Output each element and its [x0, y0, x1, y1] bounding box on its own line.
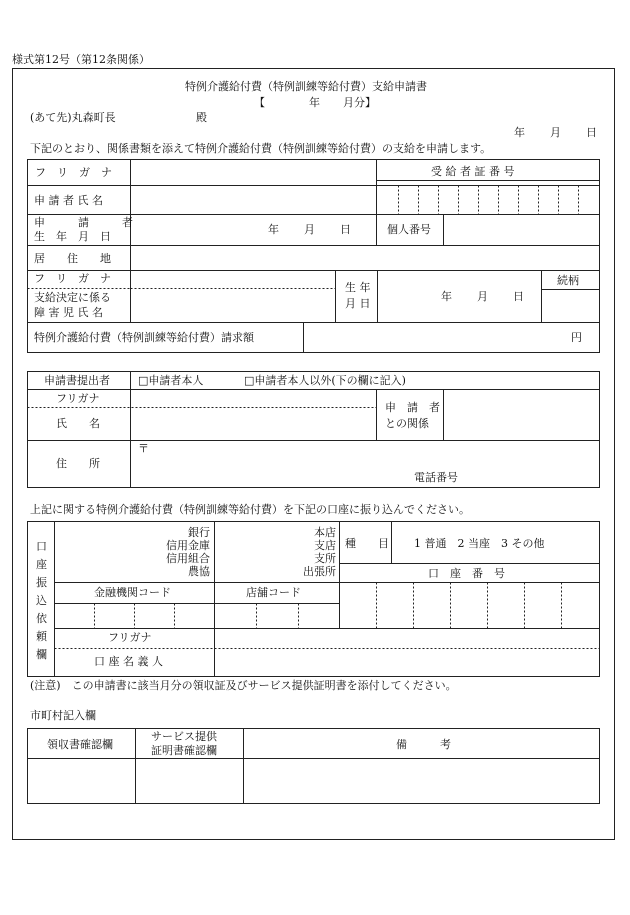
- relation-to-applicant-2: との関係: [385, 417, 429, 430]
- personal-number-label: 個人番号: [387, 223, 431, 236]
- submitter-option-other[interactable]: □申請者本人以外(下の欄に記入): [244, 374, 406, 387]
- birth-day: 日: [340, 223, 351, 236]
- child-furigana-label: フ リ ガ ナ: [34, 272, 111, 285]
- service-cert-label-1: サービス提供: [151, 730, 217, 743]
- intro-text: 下記のとおり、関係書類を添えて特例介護給付費（特例訓練等給付費）の支給を申請します。: [30, 142, 492, 155]
- month-year-label: 年: [309, 96, 320, 109]
- submitter-name-label: 氏 名: [56, 417, 100, 430]
- form-number: 様式第12号（第12条関係）: [12, 53, 150, 66]
- date-day: 日: [586, 126, 597, 139]
- relation-label: 続柄: [557, 274, 579, 287]
- child-birth-label-2: 月 日: [345, 297, 371, 310]
- recipient-cert-label: 受 給 者 証 番 号: [431, 165, 515, 178]
- bank-side-char-5: 依: [36, 612, 47, 625]
- month-bracket: 【: [254, 96, 265, 109]
- month-label: 月分】: [343, 96, 376, 109]
- account-holder-label: 口 座 名 義 人: [94, 655, 163, 668]
- account-kind-options[interactable]: 1 普通 2 当座 3 その他: [414, 537, 545, 550]
- branch-type-main: 本店: [314, 526, 336, 539]
- remarks-label: 備 考: [396, 738, 451, 751]
- postal-mark: 〒: [138, 442, 149, 455]
- yen-label: 円: [571, 331, 582, 344]
- child-name-label-1: 支給決定に係る: [34, 291, 111, 304]
- relation-to-applicant-1: 申 請 者: [385, 401, 440, 414]
- addressee: (あて先)丸森町長: [30, 111, 116, 124]
- submitter-option-self[interactable]: □申請者本人: [138, 374, 204, 387]
- child-birth-month: 月: [477, 290, 488, 303]
- address-label: 居 住 地: [34, 252, 111, 265]
- inst-type-shinkin: 信用金庫: [166, 539, 210, 552]
- submitter-label: 申請書提出者: [44, 374, 110, 387]
- inst-type-kumiai: 信用組合: [166, 552, 210, 565]
- birth-label-2: 生 年 月 日: [34, 230, 111, 243]
- applicant-name-label: 申 請 者 氏 名: [34, 194, 103, 207]
- bank-side-char-3: 振: [36, 576, 47, 589]
- birth-month: 月: [304, 223, 315, 236]
- birth-label-1: 申 請 者: [34, 216, 133, 229]
- holder-furigana-label: フリガナ: [108, 631, 152, 644]
- service-cert-label-2: 証明書確認欄: [151, 744, 217, 757]
- bank-side-char-7: 欄: [36, 648, 47, 661]
- bank-side-char-2: 座: [36, 558, 47, 571]
- bank-side-char-1: 口: [36, 540, 47, 553]
- claim-label: 特例介護給付費（特例訓練等給付費）請求額: [34, 331, 254, 344]
- furigana-label: フ リ ガ ナ: [35, 166, 112, 179]
- branch-code-label: 店舗コード: [246, 586, 301, 599]
- account-number-label: 口 座 番 号: [428, 567, 505, 580]
- inst-type-bank: 銀行: [188, 526, 210, 539]
- note-text: (注意) この申請書に該当月分の領収証及びサービス提供証明書を添付してください。: [30, 679, 457, 692]
- date-year: 年: [514, 126, 525, 139]
- inst-type-nokyo: 農協: [188, 565, 210, 578]
- submitter-furigana-label: フリガナ: [56, 392, 100, 405]
- date-month: 月: [550, 126, 561, 139]
- account-kind-label: 種 目: [345, 537, 389, 550]
- branch-type-office: 支所: [314, 552, 336, 565]
- receipt-check-label: 領収書確認欄: [47, 738, 113, 751]
- child-birth-day: 日: [513, 290, 524, 303]
- honorific: 殿: [196, 111, 207, 124]
- inst-code-label: 金融機関コード: [94, 586, 171, 599]
- birth-year: 年: [268, 223, 279, 236]
- bank-intro-text: 上記に関する特例介護給付費（特例訓練等給付費）を下記の口座に振り込んでください。: [30, 503, 470, 516]
- bank-side-char-6: 頼: [36, 630, 47, 643]
- branch-type-branch: 支店: [314, 539, 336, 552]
- child-birth-year: 年: [441, 290, 452, 303]
- branch-type-agency: 出張所: [303, 565, 336, 578]
- submitter-address-label: 住 所: [56, 457, 100, 470]
- child-birth-label-1: 生 年: [345, 281, 371, 294]
- municipal-heading: 市町村記入欄: [30, 709, 96, 722]
- page-title: 特例介護給付費（特例訓練等給付費）支給申請書: [185, 80, 427, 93]
- phone-label: 電話番号: [414, 471, 458, 484]
- child-name-label-2: 障 害 児 氏 名: [34, 306, 103, 319]
- bank-side-char-4: 込: [36, 594, 47, 607]
